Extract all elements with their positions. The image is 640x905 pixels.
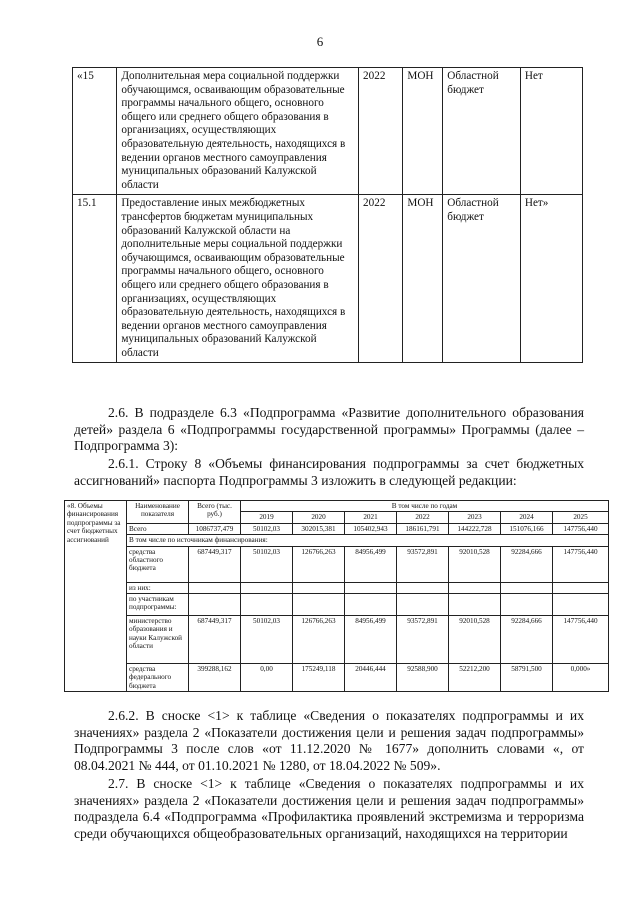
paragraph-2-7	[74, 776, 584, 842]
year-value: 93572,891	[397, 546, 449, 582]
total-value: 1086737,479	[189, 523, 241, 534]
page-number: 6	[316, 34, 324, 49]
year-value: 186161,791	[397, 523, 449, 534]
year-header: 2023	[449, 512, 501, 523]
year-header: 2024	[501, 512, 553, 523]
year-value: 147756,440	[553, 523, 609, 534]
measure-note: Нет	[520, 68, 582, 195]
measure-name: Предоставление иных межбюджетных трансфертов бюджетам муниципальных образований Калужской области на дополнительные меры социальной поддержки обучающимся, осваивающим образовательные программы начального общего, основного общего или среднего общего образования в организациях, осуществляющих образовательную деятельность, находящихся в ведении органов местного самоуправления муниципальных образований Калужской области	[117, 195, 359, 363]
total-label: Всего	[127, 523, 189, 534]
year-header: 2020	[293, 512, 345, 523]
by-source-caption: В том числе по источникам финансирования:	[127, 535, 609, 546]
year-value: 105402,943	[345, 523, 397, 534]
federal-label: средства федерального бюджета	[127, 664, 189, 692]
row-number: 15.1	[73, 195, 117, 363]
year-header: 2022	[397, 512, 449, 523]
measure-year: 2022	[359, 68, 403, 195]
year-header: 2021	[345, 512, 397, 523]
total-row	[65, 523, 609, 534]
year-value: 175249,118	[293, 664, 345, 692]
measure-note: Нет»	[520, 195, 582, 363]
year-header: 2019	[241, 512, 293, 523]
row-number: «15	[73, 68, 117, 195]
paragraph-text: 2.6. В подразделе 6.3 «Подпрограмма «Развитие дополнительного образования детей» раздела 6 «Подпрограммы государственной программы» Программы (далее – Подпрограмма 3):	[74, 405, 584, 454]
year-value: 84956,499	[345, 616, 397, 664]
year-value: 147756,440	[553, 616, 609, 664]
of-which-label: из них:	[127, 582, 189, 593]
ministry-total: 687449,317	[189, 616, 241, 664]
year-value: 151076,166	[501, 523, 553, 534]
year-value: 58791,500	[501, 664, 553, 692]
measures-table	[72, 67, 583, 363]
year-value: 50102,03	[241, 546, 293, 582]
header-years-caption: В том числе по годам	[241, 501, 609, 512]
federal-row	[65, 664, 609, 692]
paragraph-2-6-1	[74, 456, 584, 489]
finance-row-label: «8. Объемы финансирования подпрограммы за счет бюджетных ассигнований	[65, 501, 127, 692]
federal-total: 399288,162	[189, 664, 241, 692]
year-value: 147756,440	[553, 546, 609, 582]
year-value: 126766,263	[293, 546, 345, 582]
year-value: 84956,499	[345, 546, 397, 582]
year-value: 0,000»	[553, 664, 609, 692]
year-value: 92010,528	[449, 546, 501, 582]
measure-source: Областной бюджет	[443, 68, 521, 195]
measure-name: Дополнительная мера социальной поддержки обучающимся, осваивающим образовательные программы начального общего, основного общего или среднего общего образования в организациях, осуществляющих образовательную деятельность, находящихся в ведении органов местного самоуправления муниципальных образований Калужской области	[117, 68, 359, 195]
measure-executor: МОН	[403, 68, 443, 195]
year-value: 92010,528	[449, 616, 501, 664]
year-value: 302015,381	[293, 523, 345, 534]
year-value: 52212,200	[449, 664, 501, 692]
paragraph-2-6	[74, 405, 584, 455]
finance-table	[64, 500, 609, 692]
header-total: Всего (тыс. руб.)	[189, 501, 241, 524]
year-value: 92284,666	[501, 546, 553, 582]
year-value: 0,00	[241, 664, 293, 692]
regional-total: 687449,317	[189, 546, 241, 582]
year-value: 144222,728	[449, 523, 501, 534]
by-participants-label: по участникам подпрограммы:	[127, 594, 189, 616]
ministry-label: министерство образования и науки Калужской области	[127, 616, 189, 664]
year-value: 92588,900	[397, 664, 449, 692]
paragraph-text: 2.6.2. В сноске <1> к таблице «Сведения о показателях подпрограммы и их значениях» раздела 2 «Показатели достижения цели и решения задач подпрограммы» Подпрограммы 3 после слов «от 11.12.2020 № 1677» дополнить словами «, от 08.04.2021 № 444, от 01.10.2021 № 1280, от 18.04.2022 № 509».	[74, 708, 584, 773]
year-value: 50102,03	[241, 523, 293, 534]
regional-row	[65, 546, 609, 582]
measure-year: 2022	[359, 195, 403, 363]
measure-source: Областной бюджет	[443, 195, 521, 363]
table-row	[73, 68, 583, 195]
paragraph-text: 2.6.1. Строку 8 «Объемы финансирования подпрограммы за счет бюджетных ассигнований» паспорта Подпрограммы 3 изложить в следующей редакции:	[74, 456, 584, 488]
year-value: 20446,444	[345, 664, 397, 692]
year-value: 50102,03	[241, 616, 293, 664]
table-row	[73, 195, 583, 363]
year-value: 92284,666	[501, 616, 553, 664]
header-indicator: Наименование показателя	[127, 501, 189, 524]
ministry-row	[65, 616, 609, 664]
regional-label: средства областного бюджета	[127, 546, 189, 582]
year-value: 93572,891	[397, 616, 449, 664]
year-value: 126766,263	[293, 616, 345, 664]
measure-executor: МОН	[403, 195, 443, 363]
paragraph-2-6-2	[74, 708, 584, 774]
year-header: 2025	[553, 512, 609, 523]
paragraph-text: 2.7. В сноске <1> к таблице «Сведения о показателях подпрограммы и их значениях» раздела 2 «Показатели достижения цели и решения задач подпрограммы» подраздела 6.4 «Подпрограмма «Профилактика проявлений экстремизма и терроризма среди обучающихся общеобразовательных организаций, находящихся на территории	[74, 776, 584, 841]
